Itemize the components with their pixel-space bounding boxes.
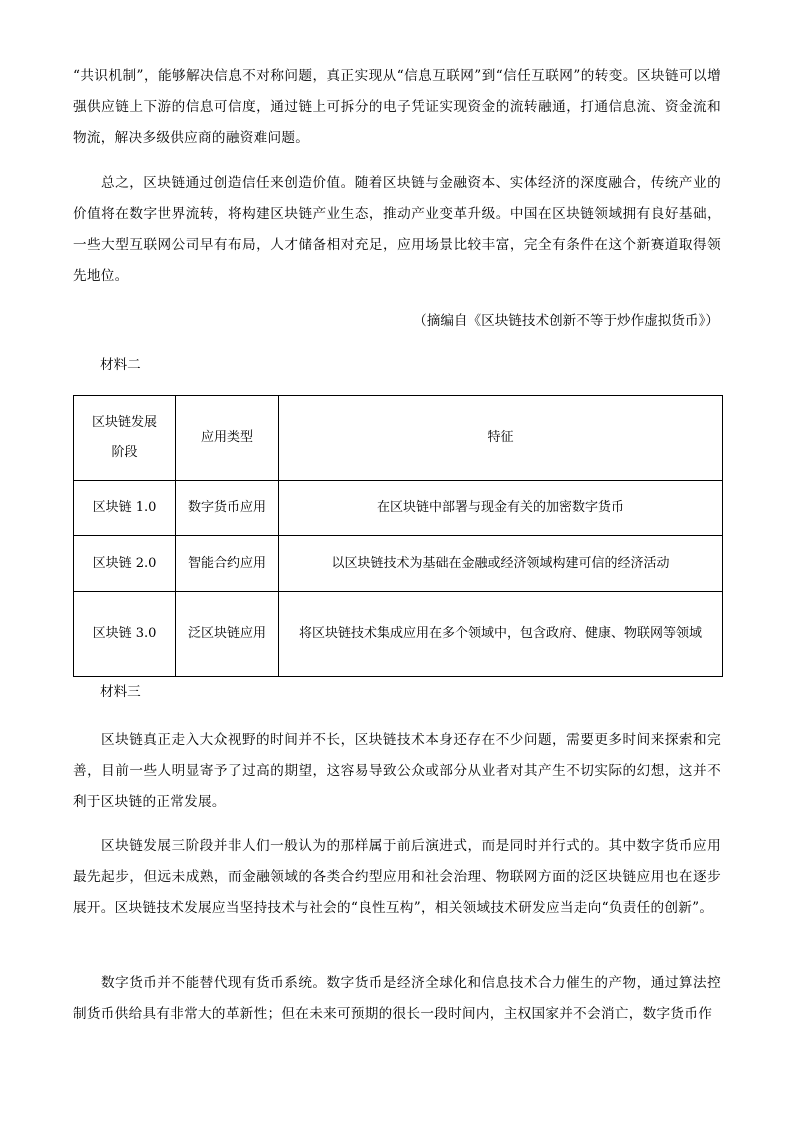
- material-three-label: 材料三: [100, 684, 141, 700]
- cell-stage: 区块链 2.0: [74, 536, 176, 592]
- material-two-label: 材料二: [100, 357, 141, 373]
- header-feature: 特征: [279, 396, 723, 481]
- source-citation: （摘编自《区块链技术创新不等于炒作虚拟货币》）: [413, 313, 719, 329]
- header-type: 应用类型: [176, 396, 279, 481]
- table-row: [74, 592, 723, 677]
- cell-type: 智能合约应用: [176, 536, 279, 592]
- header-stage: 区块链发展阶段: [74, 396, 176, 481]
- paragraph-1: “共识机制”，能够解决信息不对称问题，真正实现从“信息互联网”到“信任互联网”的转变。区块链可以增强供应链上下游的信息可信度，通过链上可拆分的电子凭证实现资金的流转融通，打通信息流、资金流和物流，解决多级供应商的融资难问题。: [73, 68, 721, 146]
- table-row: [74, 481, 723, 536]
- cell-stage: 区块链 3.0: [74, 592, 176, 677]
- table-header-row: [74, 396, 723, 481]
- blockchain-stage-table: [73, 395, 723, 677]
- cell-type: 泛区块链应用: [176, 592, 279, 677]
- paragraph-3: 区块链真正走入大众视野的时间并不长，区块链技术本身还存在不少问题，需要更多时间来探索和完善，目前一些人明显寄予了过高的期望，这容易导致公众或部分从业者对其产生不切实际的幻想，这并不利于区块链的正常发展。: [73, 732, 721, 810]
- cell-feature: 在区块链中部署与现金有关的加密数字货币: [279, 481, 723, 536]
- cell-feature: 将区块链技术集成应用在多个领域中，包含政府、健康、物联网等领域: [279, 592, 723, 677]
- paragraph-2: 总之，区块链通过创造信任来创造价值。随着区块链与金融资本、实体经济的深度融合，传统产业的价值将在数字世界流转，将构建区块链产业生态，推动产业变革升级。中国在区块链领域拥有良好基础，一些大型互联网公司早有布局，人才储备相对充足，应用场景比较丰富，完全有条件在这个新赛道取得领先地位。: [73, 175, 721, 284]
- cell-feature: 以区块链技术为基础在金融或经济领域构建可信的经济活动: [279, 536, 723, 592]
- table-row: [74, 536, 723, 592]
- cell-stage: 区块链 1.0: [74, 481, 176, 536]
- cell-type: 数字货币应用: [176, 481, 279, 536]
- paragraph-4: 区块链发展三阶段并非人们一般认为的那样属于前后演进式，而是同时并行式的。其中数字货币应用最先起步，但远未成熟，而金融领域的各类合约型应用和社会治理、物联网方面的泛区块链应用也在逐步展开。区块链技术发展应当坚持技术与社会的“良性互构”，相关领域技术研发应当走向“负责任的创新”。: [73, 838, 721, 916]
- paragraph-5: 数字货币并不能替代现有货币系统。数字货币是经济全球化和信息技术合力催生的产物，通过算法控制货币供给具有非常大的革新性；但在未来可预期的很长一段时间内，主权国家并不会消亡，数字货币作: [73, 975, 721, 1022]
